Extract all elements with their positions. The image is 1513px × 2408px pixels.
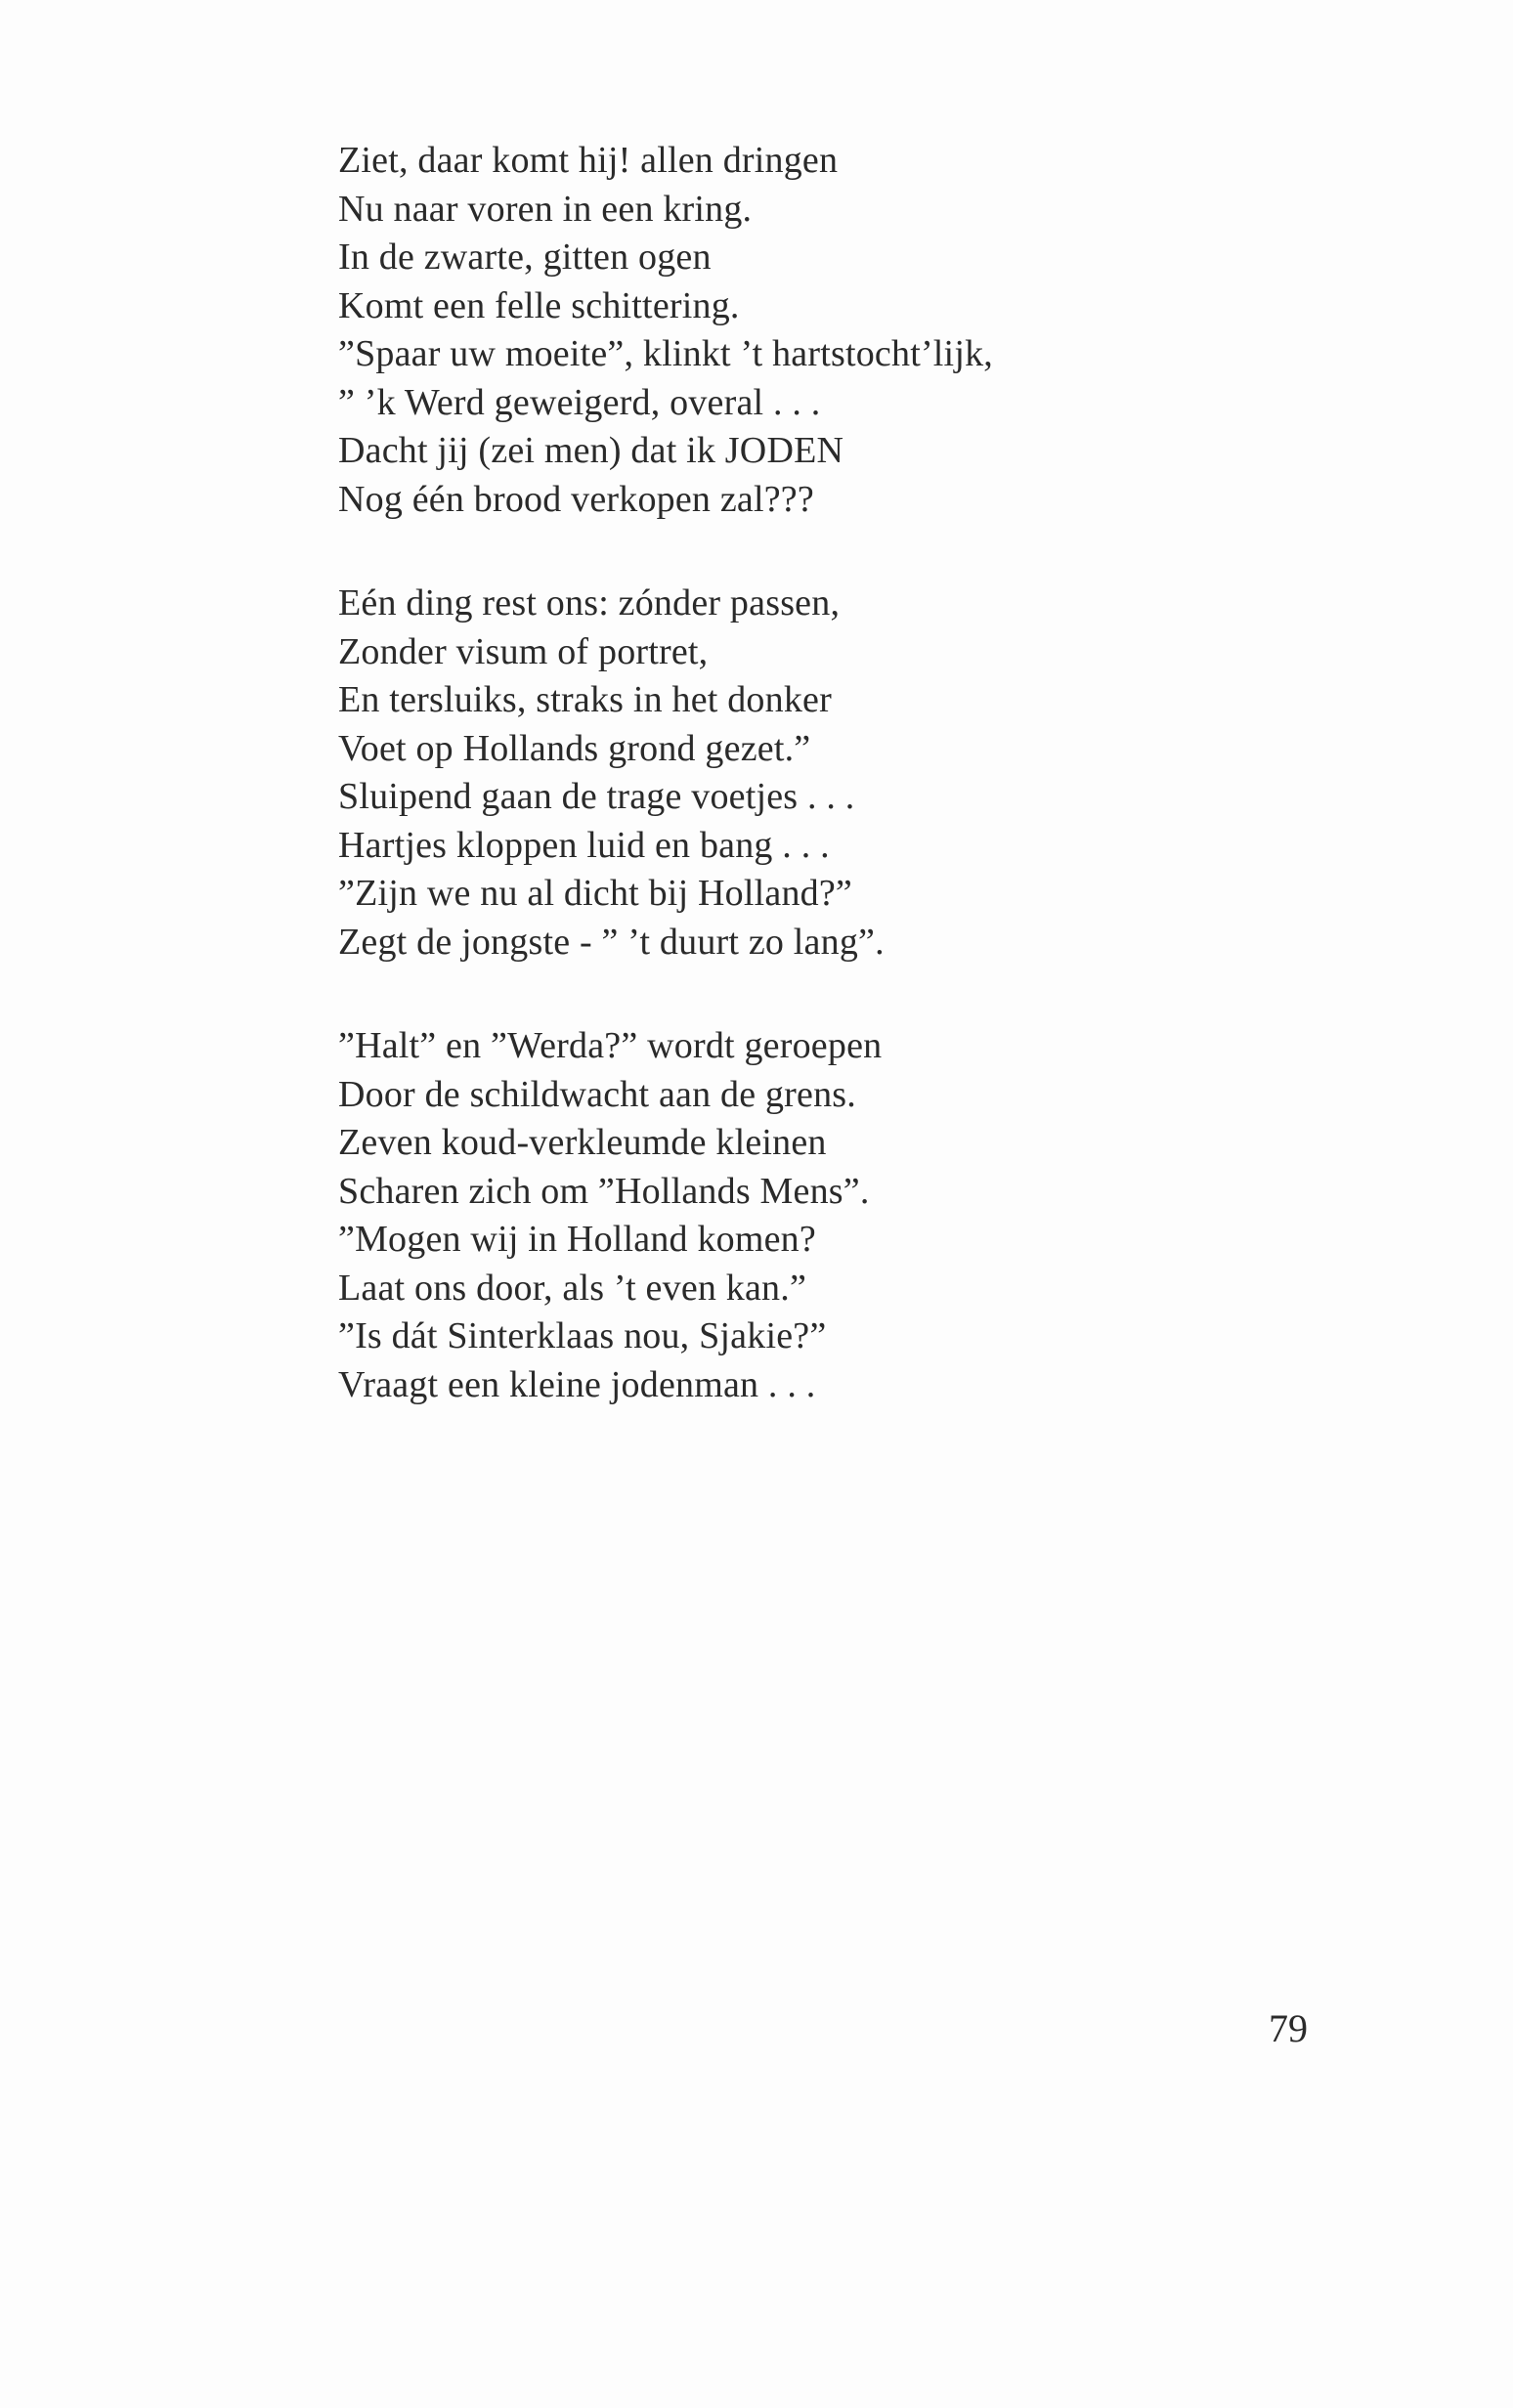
poem-line: Komt een felle schittering. <box>338 284 740 326</box>
poem-line: In de zwarte, gitten ogen <box>338 236 712 278</box>
poem-line: ”Is dát Sinterklaas nou, Sjakie?” <box>338 1315 827 1356</box>
poem-line: ”Halt” en ”Werda?” wordt geroepen <box>338 1025 883 1066</box>
poem-line: Hartjes kloppen luid en bang . . . <box>338 824 830 866</box>
poem-line: Voet op Hollands grond gezet.” <box>338 727 811 769</box>
poem-line: Laat ons door, als ’t even kan.” <box>338 1267 807 1309</box>
stanza-3 <box>338 1022 1316 1409</box>
poem-line: Scharen zich om ”Hollands Mens”. <box>338 1170 870 1212</box>
poem-line: ”Zijn we nu al dicht bij Holland?” <box>338 873 852 914</box>
poem-line: Dacht jij (zei men) dat ik JODEN <box>338 430 844 471</box>
poem-line: Sluipend gaan de trage voetjes . . . <box>338 776 855 817</box>
stanza-1 <box>338 137 1316 524</box>
poem-line: Zonder visum of portret, <box>338 630 709 672</box>
poem-line: Door de schildwacht aan de grens. <box>338 1073 856 1115</box>
poem-line: ”Mogen wij in Holland komen? <box>338 1219 816 1260</box>
poem-line: Nog één brood verkopen zal??? <box>338 478 814 520</box>
stanza-2 <box>338 580 1316 967</box>
poem-line: Vraagt een kleine jodenman . . . <box>338 1363 816 1405</box>
poem-line: Zegt de jongste - ” ’t duurt zo lang”. <box>338 921 885 963</box>
poem-line: En tersluiks, straks in het donker <box>338 679 832 720</box>
poem-line: Zeven koud-verkleumde kleinen <box>338 1122 827 1163</box>
poem-line: ” ’k Werd geweigerd, overal . . . <box>338 381 821 423</box>
poem <box>338 137 1316 1465</box>
poem-line: ”Spaar uw moeite”, klinkt ’t hartstocht’lijk, <box>338 333 993 374</box>
poem-line: Nu naar voren in een kring. <box>338 188 753 230</box>
page-number: 79 <box>1269 2006 1308 2050</box>
poem-line: Ziet, daar komt hij! allen dringen <box>338 140 839 181</box>
poem-line: Eén ding rest ons: zónder passen, <box>338 582 841 624</box>
